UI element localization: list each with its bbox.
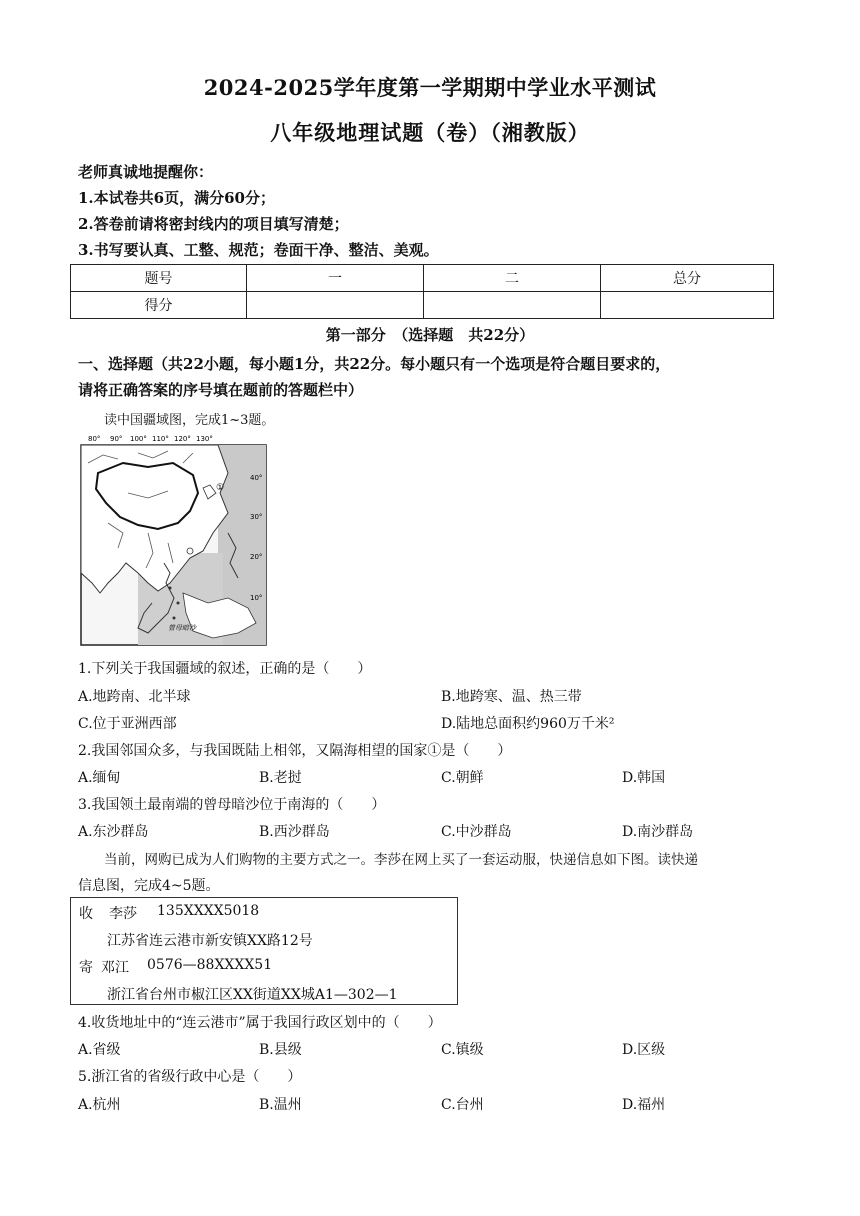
recipient-label: 收 — [79, 906, 93, 922]
question-2-option-d: D.韩国 — [622, 770, 666, 786]
note-item-3: 3.书写要认真、工整、规范；卷面干净、整洁、美观。 — [78, 241, 439, 259]
exam-subtitle: 八年级地理试题（卷）（湘教版） — [270, 120, 590, 145]
question-3-option-c: C.中沙群岛 — [441, 824, 512, 840]
question-4-option-c: C.镇级 — [441, 1042, 484, 1058]
score-table-score-row — [71, 292, 774, 319]
lon-label-130: 130° — [196, 435, 213, 443]
sender-phone: 0576—88XXXX51 — [147, 957, 273, 973]
question-1-option-c: C.位于亚洲西部 — [78, 716, 177, 732]
china-territory-map — [78, 433, 278, 649]
note-item-2: 2.答卷前请将密封线内的项目填写清楚； — [78, 215, 349, 233]
question-3-option-d: D.南沙群岛 — [622, 824, 694, 840]
question-1-option-d: D.陆地总面积约960万千米² — [441, 716, 615, 732]
part1-title: 第一部分 （选择题 共22分） — [325, 326, 535, 344]
lon-label-110: 110° — [152, 435, 169, 443]
question-5-stem: 5.浙江省的省级行政中心是（ ） — [78, 1069, 302, 1085]
score-cell-total — [601, 292, 774, 319]
score-table — [70, 264, 774, 319]
lon-label-120: 120° — [174, 435, 191, 443]
part1-instruction-line2: 请将正确答案的序号填在题前的答题栏中） — [78, 381, 364, 399]
lat-label-10: 10° — [250, 594, 263, 602]
lon-label-90: 90° — [110, 435, 123, 443]
sender-name: 邓江 — [101, 960, 129, 976]
recipient-name: 李莎 — [109, 906, 137, 922]
question-3-stem: 3.我国领土最南端的曾母暗沙位于南海的（ ） — [78, 797, 386, 813]
score-table-header-row — [71, 265, 774, 292]
lon-label-100: 100° — [130, 435, 147, 443]
question-5-option-a: A.杭州 — [78, 1097, 121, 1113]
recipient-address: 江苏省连云港市新安镇XX路12号 — [107, 933, 313, 949]
question-4-stem: 4.收货地址中的“连云港市”属于我国行政区划中的（ ） — [78, 1015, 442, 1031]
question-3-option-b: B.西沙群岛 — [259, 824, 330, 840]
score-cell-part-2 — [424, 292, 601, 319]
sender-address: 浙江省台州市椒江区XX街道XX城A1—302—1 — [107, 987, 398, 1003]
score-row-label: 得分 — [71, 292, 247, 319]
question-1-option-a: A.地跨南、北半球 — [78, 689, 191, 705]
lat-label-40: 40° — [250, 474, 263, 482]
question-2-option-a: A.缅甸 — [78, 770, 121, 786]
map-intro: 读中国疆域图，完成1~3题。 — [104, 413, 275, 428]
question-1-stem: 1.下列关于我国疆域的叙述，正确的是（ ） — [78, 661, 372, 677]
map-sea-label: 曾母暗沙 — [168, 624, 196, 632]
question-5-option-b: B.温州 — [259, 1097, 302, 1113]
question-5-option-d: D.福州 — [622, 1097, 666, 1113]
question-2-option-c: C.朝鲜 — [441, 770, 484, 786]
shipping-info-box — [70, 897, 458, 1005]
question-1-option-b: B.地跨寒、温、热三带 — [441, 689, 582, 705]
question-2-option-b: B.老挝 — [259, 770, 302, 786]
note-item-1: 1.本试卷共6页，满分60分； — [78, 189, 275, 207]
question-4-option-d: D.区级 — [622, 1042, 666, 1058]
china-territory-map-graphic — [78, 433, 278, 649]
question-5-option-c: C.台州 — [441, 1097, 484, 1113]
part1-instruction-line1: 一、选择题（共22小题，每小题1分，共22分。每小题只有一个选项是符合题目要求的， — [78, 355, 671, 373]
sender-label: 寄 — [79, 960, 93, 976]
exam-title: 2024-2025学年度第一学期期中学业水平测试 — [203, 75, 657, 100]
score-header-question-no: 题号 — [71, 265, 247, 292]
recipient-phone: 135XXXX5018 — [157, 903, 260, 919]
question-4-option-b: B.县级 — [259, 1042, 302, 1058]
score-header-part-1: 一 — [247, 265, 424, 292]
score-header-total: 总分 — [601, 265, 774, 292]
map-marker-1: ① — [216, 483, 225, 493]
lat-label-20: 20° — [250, 553, 263, 561]
notes-heading: 老师真诚地提醒你： — [78, 163, 214, 181]
lon-label-80: 80° — [88, 435, 101, 443]
question-3-option-a: A.东沙群岛 — [78, 824, 149, 840]
question-2-stem: 2.我国邻国众多，与我国既陆上相邻，又隔海相望的国家①是（ ） — [78, 743, 512, 759]
passage-line-2: 信息图，完成4~5题。 — [78, 878, 220, 894]
lat-label-30: 30° — [250, 513, 263, 521]
score-cell-part-1 — [247, 292, 424, 319]
score-header-part-2: 二 — [424, 265, 601, 292]
passage-line-1: 当前，网购已成为人们购物的主要方式之一。李莎在网上买了一套运动服，快递信息如下图。读快递 — [104, 852, 698, 868]
question-4-option-a: A.省级 — [78, 1042, 121, 1058]
